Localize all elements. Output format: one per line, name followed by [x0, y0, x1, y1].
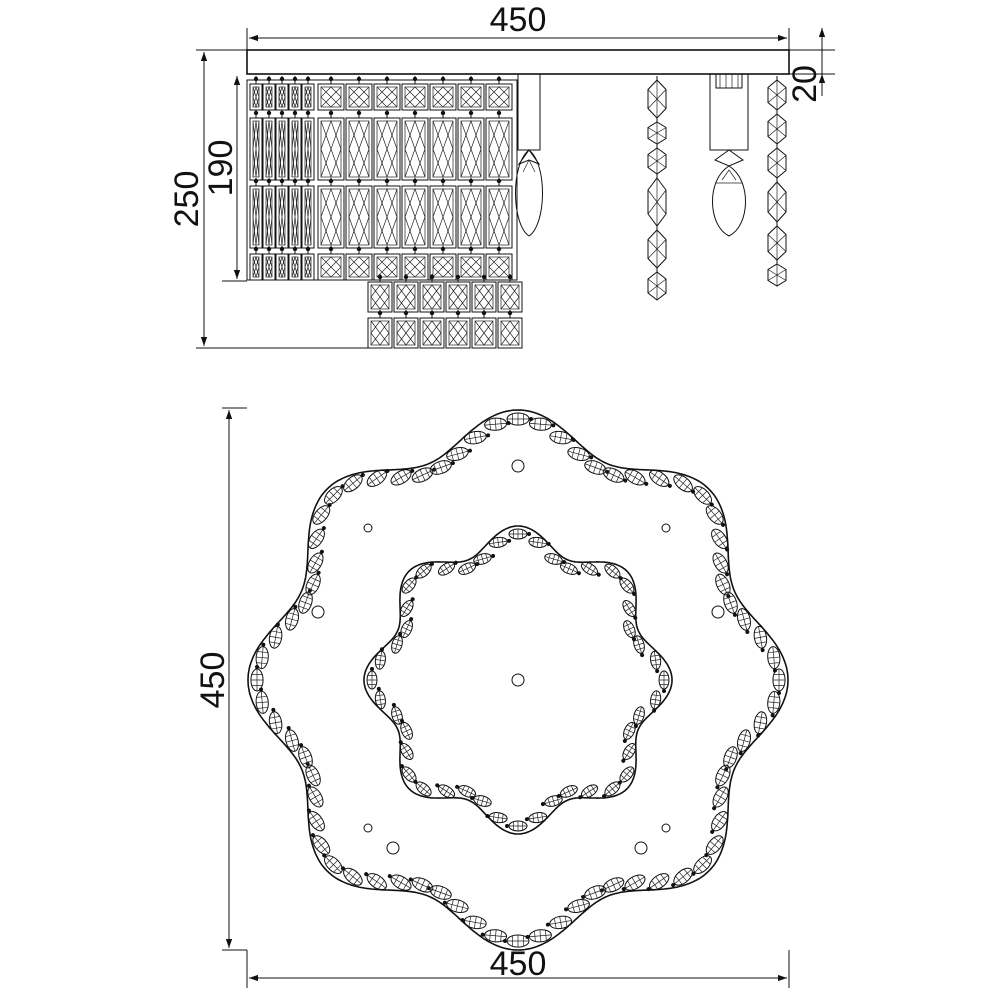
mounting-hole [635, 842, 647, 854]
crystal-bead [364, 465, 392, 490]
crystal-prism [394, 282, 418, 312]
crystal-bead [529, 417, 556, 431]
mounting-hole [712, 606, 724, 618]
crystal-prism [289, 254, 301, 280]
crystal-prism [374, 186, 400, 248]
bulb-holder-center [710, 74, 748, 236]
crystal-strand-right [768, 76, 786, 286]
crystal-prism [394, 318, 418, 348]
crystal-curtain-panel [247, 76, 522, 348]
crystal-prism [346, 84, 372, 110]
crystal-prism [302, 254, 314, 280]
dimension-label-body-height: 190 [202, 139, 240, 197]
crystal-bead [390, 631, 406, 655]
crystal-prism [430, 118, 456, 180]
crystal-bead [579, 883, 608, 903]
dimension-label-depth-top: 450 [194, 651, 232, 709]
crystal-bead [528, 536, 551, 549]
dimension-total-height [168, 50, 370, 348]
dimension-canopy-height [786, 28, 835, 103]
dimension-label-width-top: 450 [489, 945, 547, 983]
crystal-prism [446, 282, 470, 312]
mounting-hole [364, 824, 372, 832]
crystal-prism [472, 282, 496, 312]
crystal-bead [307, 830, 333, 858]
crystal-prism [458, 118, 484, 180]
crystal-prism [458, 254, 484, 280]
crystal-bead [480, 928, 507, 942]
crystal-bead [545, 915, 573, 931]
crystal-strand-left [648, 76, 666, 300]
crystal-bead [540, 794, 564, 810]
dimension-depth-top [194, 408, 247, 950]
inner-ring-crystals [367, 529, 669, 831]
crystal-prism [374, 118, 400, 180]
crystal-prism [318, 84, 344, 110]
crystal-bead [374, 686, 387, 709]
mounting-hole [364, 524, 372, 532]
crystal-prism [486, 186, 512, 248]
crystal-bead [389, 702, 405, 726]
outer-ring-crystals [251, 413, 785, 947]
crystal-bead [485, 811, 508, 824]
crystal-prism [402, 118, 428, 180]
dimension-label-canopy-height: 20 [786, 65, 824, 103]
crystal-prism [498, 318, 522, 348]
crystal-prism [446, 318, 470, 348]
crystal-bead [436, 558, 460, 578]
crystal-bead [428, 457, 457, 477]
crystal-prism [498, 282, 522, 312]
crystal-prism [289, 118, 301, 180]
canopy-plate [247, 50, 789, 74]
dimension-label-width-side: 450 [489, 1, 547, 39]
crystal-prism [318, 118, 344, 180]
crystal-prism [374, 254, 400, 280]
crystal-bead [649, 651, 662, 674]
crystal-prism [402, 186, 428, 248]
dimension-width-side [247, 1, 789, 50]
crystal-prism [346, 118, 372, 180]
mounting-hole [312, 606, 324, 618]
crystal-prism [302, 186, 314, 248]
crystal-bead [708, 526, 733, 554]
crystal-bead [766, 691, 780, 718]
side-view [168, 1, 835, 348]
crystal-bead [469, 793, 493, 809]
crystal-prism [250, 118, 262, 180]
crystal-bead [472, 551, 496, 567]
crystal-bead [620, 721, 638, 745]
crystal-prism [368, 318, 392, 348]
crystal-bead [631, 705, 647, 729]
crystal-prism [420, 318, 444, 348]
crystal-prism [289, 84, 301, 110]
crystal-prism [374, 84, 400, 110]
crystal-bead [267, 707, 283, 735]
crystal-bead [576, 782, 600, 802]
crystal-bead [367, 667, 377, 689]
crystal-bead [445, 444, 473, 462]
crystal-bead [396, 738, 416, 762]
crystal-prism [250, 254, 262, 280]
crystal-prism [318, 254, 344, 280]
crystal-prism [472, 318, 496, 348]
crystal-bead [453, 782, 477, 800]
crystal-bead [753, 625, 769, 653]
mounting-hole [512, 460, 524, 472]
crystal-prism [263, 84, 275, 110]
top-view [194, 408, 789, 988]
crystal-prism [458, 186, 484, 248]
crystal-prism [276, 118, 288, 180]
dimension-label-total-height: 250 [168, 170, 206, 228]
crystal-bead [255, 642, 269, 669]
mounting-hole [387, 842, 399, 854]
crystal-bead [374, 647, 387, 670]
crystal-bead [649, 690, 662, 713]
crystal-bead [341, 469, 369, 495]
crystal-bead [721, 590, 741, 619]
crystal-bead [505, 821, 527, 831]
crystal-bead [563, 897, 591, 915]
crystal-prism [368, 282, 392, 312]
crystal-prism [486, 84, 512, 110]
crystal-bead [659, 671, 669, 693]
crystal-bead [703, 503, 729, 531]
crystal-bead [398, 615, 416, 639]
crystal-prism [302, 118, 314, 180]
crystal-bead [620, 598, 640, 622]
crystal-prism [486, 118, 512, 180]
crystal-prism [346, 186, 372, 248]
crystal-bead [489, 536, 512, 549]
lamp-holder-left [515, 74, 542, 236]
crystal-prism [289, 186, 301, 248]
dimension-width-top [247, 945, 789, 988]
mounting-hole [662, 524, 670, 532]
crystal-prism [276, 84, 288, 110]
crystal-prism [263, 118, 275, 180]
crystal-prism [302, 84, 314, 110]
crystal-prism [420, 282, 444, 312]
crystal-bead [632, 634, 648, 658]
crystal-prism [346, 254, 372, 280]
crystal-prism [402, 84, 428, 110]
crystal-prism [430, 84, 456, 110]
crystal-bead [303, 805, 328, 833]
crystal-bead [463, 429, 491, 445]
dimension-body-height [202, 76, 247, 281]
crystal-bead [524, 811, 547, 824]
inner-ring-outline [364, 526, 672, 834]
crystal-bead [295, 741, 315, 770]
crystal-prism [318, 186, 344, 248]
crystal-prism [250, 84, 262, 110]
crystal-bead [282, 725, 300, 753]
crystal-prism [250, 186, 262, 248]
crystal-prism [458, 84, 484, 110]
crystal-bead [559, 560, 583, 578]
crystal-prism [276, 254, 288, 280]
crystal-bead [643, 870, 671, 895]
crystal-prism [430, 186, 456, 248]
crystal-prism [263, 254, 275, 280]
crystal-bead [509, 529, 531, 539]
mounting-hole [662, 824, 670, 832]
crystal-prism [276, 186, 288, 248]
crystal-bead [668, 865, 696, 891]
crystal-prism [263, 186, 275, 248]
crystal-bead [735, 607, 753, 635]
mounting-hole [512, 674, 524, 686]
crystal-bead [543, 552, 567, 568]
